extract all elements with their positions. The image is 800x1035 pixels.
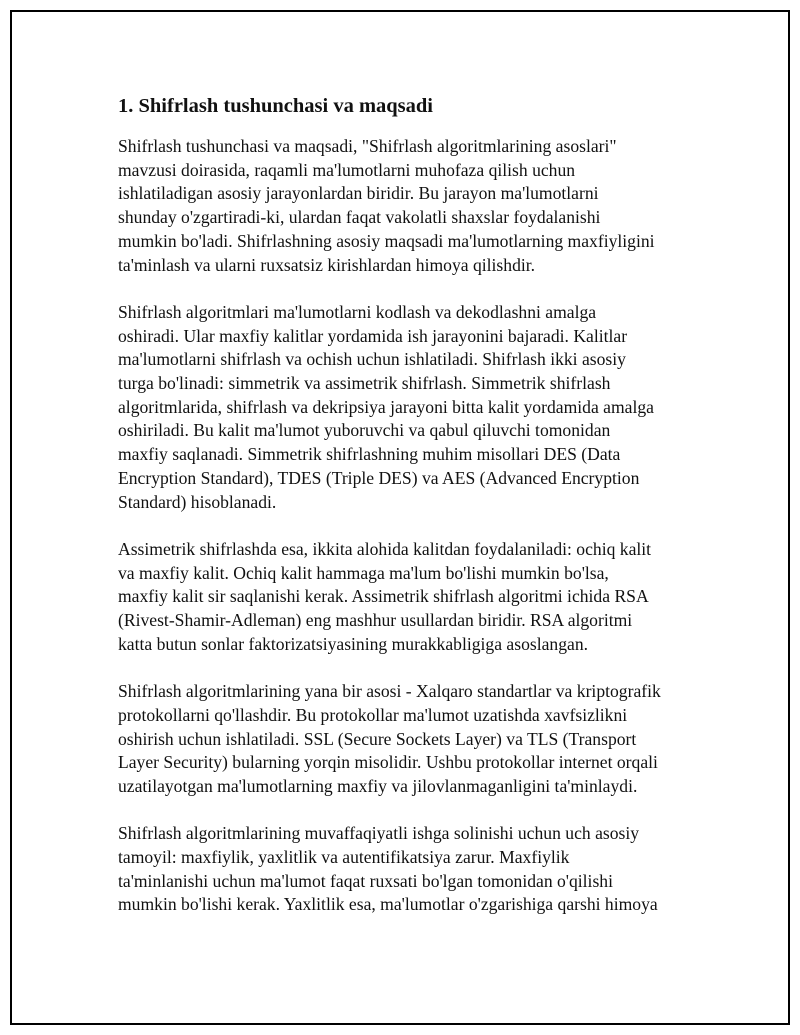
paragraph-5 [118, 822, 698, 917]
text-line: protokollarni qo'llashdir. Bu protokollar ma'lumot uzatishda xavfsizlikni [118, 704, 628, 725]
text-line: oshiriladi. Bu kalit ma'lumot yuboruvchi va qabul qiluvchi tomonidan [118, 420, 611, 441]
text-line: Shifrlash algoritmlarining yana bir asosi - Xalqaro standartlar va kriptografik [118, 681, 661, 702]
paragraph-3 [118, 538, 698, 657]
text-line: Shifrlash tushunchasi va maqsadi, "Shifrlash algoritmlarining asoslari" [118, 136, 617, 156]
text-line: Layer Security) bularning yorqin misolidir. Ushbu protokollar internet orqali [118, 752, 658, 773]
paragraph-1 [118, 135, 698, 277]
document-body [118, 92, 698, 941]
text-line: ma'lumotlarni shifrlash va ochish uchun ishlatiladi. Shifrlash ikki asosiy [118, 349, 626, 370]
text-line: va maxfiy kalit. Ochiq kalit hammaga ma'lum bo'lishi mumkin bo'lsa, [118, 562, 609, 583]
section-heading: 1. Shifrlash tushunchasi va maqsadi [118, 95, 434, 117]
text-line: Shifrlash algoritmlarining muvaffaqiyatli ishga solinishi uchun uch asosiy [118, 823, 640, 844]
text-line: Encryption Standard), TDES (Triple DES) va AES (Advanced Encryption [118, 467, 640, 488]
text-line: maxfiy saqlanadi. Simmetrik shifrlashning muhim misollari DES (Data [118, 444, 621, 465]
text-line: Shifrlash algoritmlari ma'lumotlarni kodlash va dekodlashni amalga [118, 301, 597, 322]
text-line: ta'minlash va ularni ruxsatsiz kirishlardan himoya qilishdir. [118, 254, 536, 275]
text-line: maxfiy kalit sir saqlanishi kerak. Assimetrik shifrlash algoritmi ichida RSA [118, 586, 649, 607]
text-line: katta butun sonlar faktorizatsiyasining murakkabligiga asoslangan. [118, 633, 589, 654]
text-line: mavzusi doirasida, raqamli ma'lumotlarni muhofaza qilish uchun [118, 159, 576, 180]
paragraph-4 [118, 680, 698, 799]
text-line: turga bo'linadi: simmetrik va assimetrik shifrlash. Simmetrik shifrlash [118, 373, 611, 394]
text-line: mumkin bo'ladi. Shifrlashning asosiy maqsadi ma'lumotlarning maxfiyligini [118, 230, 655, 251]
paragraph-2 [118, 301, 698, 514]
text-line: tamoyil: maxfiylik, yaxlitlik va autentifikatsiya zarur. Maxfiylik [118, 847, 570, 868]
text-line: uzatilayotgan ma'lumotlarning maxfiy va jilovlanmaganligini ta'minlaydi. [118, 775, 638, 796]
text-line: oshiradi. Ular maxfiy kalitlar yordamida ish jarayonini bajaradi. Kalitlar [118, 325, 628, 346]
text-line: Assimetrik shifrlashda esa, ikkita alohida kalitdan foydalaniladi: ochiq kalit [118, 538, 652, 559]
text-line: oshirish uchun ishlatiladi. SSL (Secure Sockets Layer) va TLS (Transport [118, 728, 637, 749]
text-line: ta'minlanishi uchun ma'lumot faqat ruxsati bo'lgan tomonidan o'qilishi [118, 870, 613, 891]
text-line: ishlatiladigan asosiy jarayonlardan biridir. Bu jarayon ma'lumotlarni [118, 183, 599, 204]
text-line: mumkin bo'lishi kerak. Yaxlitlik esa, ma'lumotlar o'zgarishiga qarshi himoya [118, 894, 658, 915]
text-line: algoritmlarida, shifrlash va dekripsiya jarayoni bitta kalit yordamida amalga [118, 396, 654, 417]
text-line: shunday o'zgartiradi-ki, ulardan faqat vakolatli shaxslar foydalanishi [118, 207, 601, 228]
text-line: (Rivest-Shamir-Adleman) eng mashhur usullardan biridir. RSA algoritmi [118, 610, 633, 631]
text-line: Standard) hisoblanadi. [118, 491, 277, 512]
